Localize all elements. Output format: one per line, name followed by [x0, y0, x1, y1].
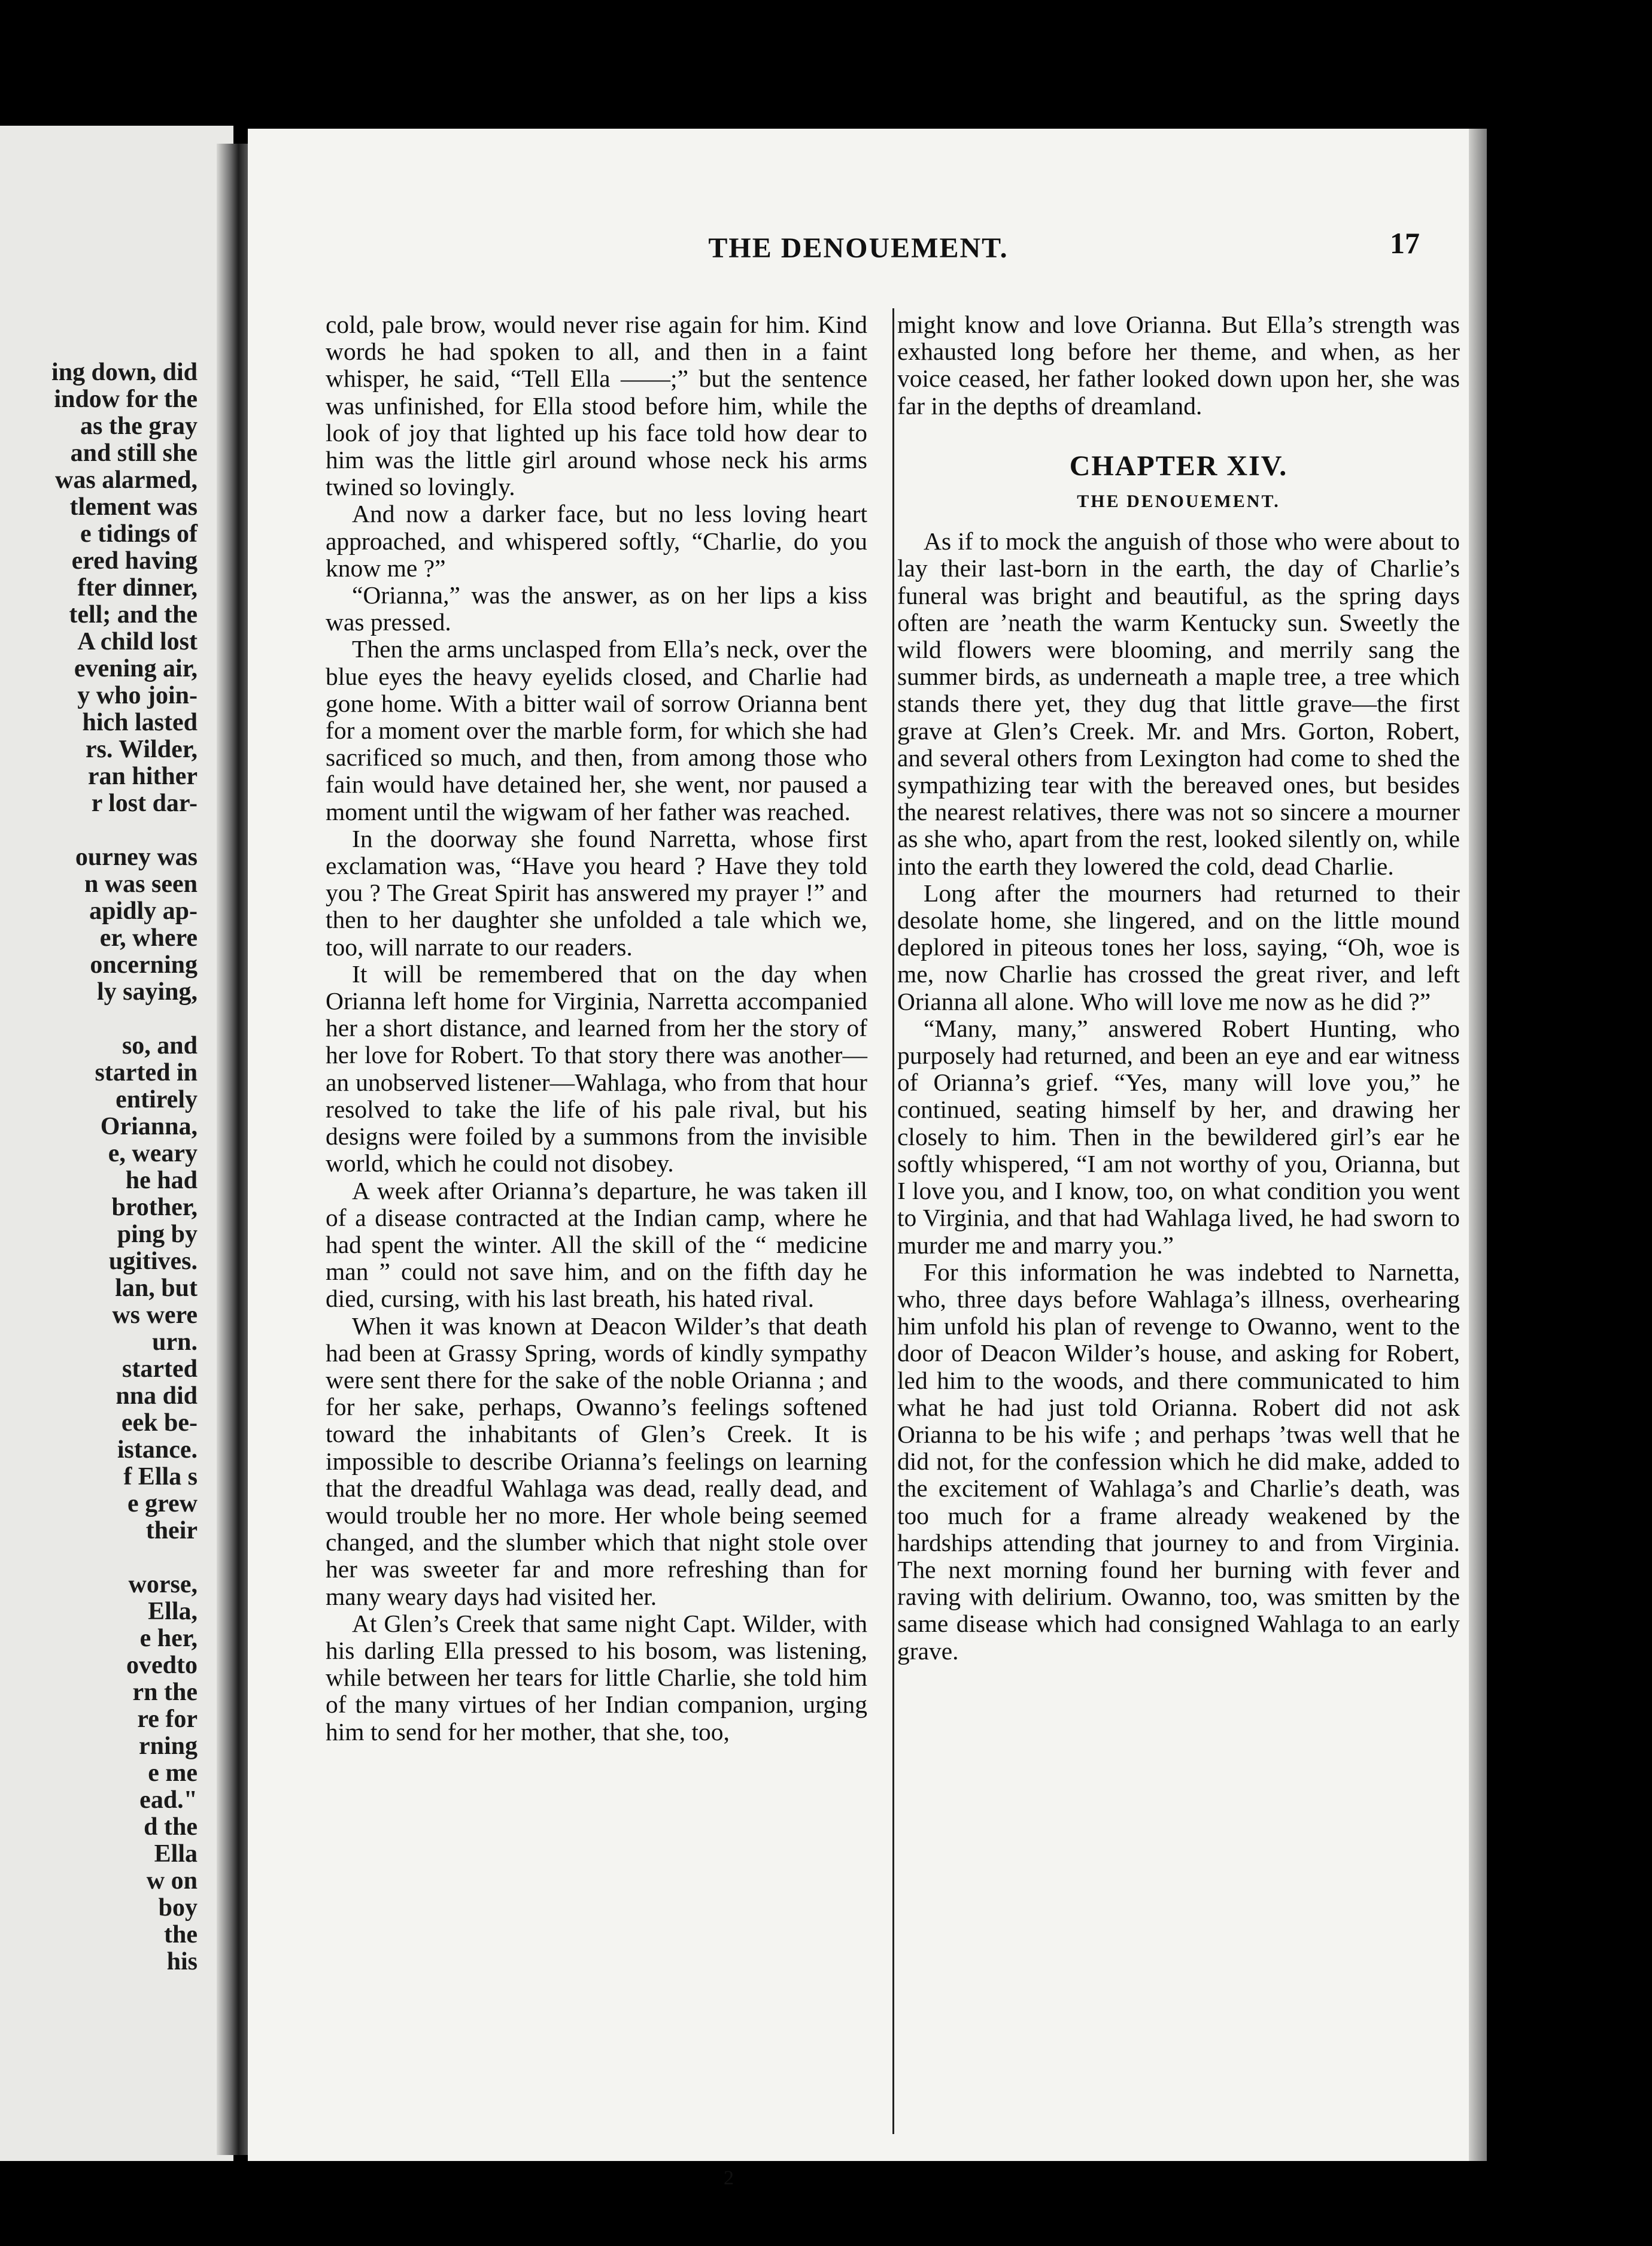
left-page-line: eek be-	[121, 1409, 198, 1437]
chapter-title: CHAPTER XIV.	[1069, 450, 1288, 482]
left-page-line: his	[166, 1948, 198, 1975]
left-page-line: urn.	[152, 1328, 198, 1356]
left-page	[0, 126, 233, 2161]
page-edge	[1469, 129, 1487, 2161]
left-page-line: started	[122, 1355, 198, 1383]
signature-mark: 2	[724, 2167, 734, 2189]
left-page-line: e tidings of	[80, 520, 198, 548]
left-page-line: e grew	[127, 1490, 198, 1517]
left-page-line: n was seen	[84, 870, 198, 898]
left-page-line: f Ella s	[123, 1463, 198, 1491]
left-page-line: their	[145, 1517, 198, 1544]
left-page-line: hich lasted	[82, 709, 198, 736]
left-page-line: er, where	[99, 924, 198, 952]
left-page-line: fter dinner,	[77, 574, 198, 602]
left-page-line: and still she	[70, 439, 198, 467]
left-page-line: as the gray	[80, 412, 198, 440]
left-page-line: nna did	[116, 1382, 198, 1410]
left-page-line: ly saying,	[96, 978, 198, 1006]
left-page-line: entirely	[116, 1086, 198, 1113]
left-page-line: rs. Wilder,	[85, 736, 198, 763]
paragraph: At Glen’s Creek that same night Capt. Wilder, with his darling Ella pressed to his bosom, was listening, while between her tears for little Charlie, she told him of the many virtues of her Indian companion, urging him to send for her mother, that she, too,	[326, 1609, 867, 1746]
left-page-line: ourney was	[75, 843, 198, 871]
left-page-line: the	[164, 1921, 198, 1948]
left-page-line: lan, but	[115, 1274, 198, 1302]
paragraph: “Orianna,” was the answer, as on her lips a kiss was pressed.	[326, 581, 867, 636]
left-page-line: ing down, did	[51, 359, 198, 386]
left-page-line: y who join-	[77, 682, 198, 709]
left-page-line: tell; and the	[69, 601, 198, 629]
paragraph: For this information he was indebted to Narnetta, who, three days before Wahlaga’s illness, overhearing him unfold his plan of revenge to Owanno, went to the door of Deacon Wilder’s house, and asking for Robert, led him to the woods, and there communicated to him what he had just told Orianna. Robert did not ask Orianna to be his wife ; and perhaps ’twas well that he did not, for the confession which he did make, added to the excitement of Wahlaga’s and Charlie’s death, was too much for a frame already weakened by the hardships attending that journey to and from Virginia. The next morning found her burning with fever and raving with delirium. Owanno, too, was smitten by the same disease which had consigned Wahlaga to an early grave.	[897, 1258, 1460, 1665]
left-page-text	[0, 359, 198, 1975]
left-page-line: istance.	[117, 1436, 198, 1464]
left-page-line: worse,	[128, 1571, 198, 1598]
left-page-line: ead."	[139, 1786, 198, 1814]
text-column-left	[326, 311, 867, 1746]
paragraph: might know and love Orianna. But Ella’s strength was exhausted long before her theme, and when, as her voice ceased, her father looked down upon her, she was far in the depths of dreamland.	[897, 311, 1460, 420]
left-page-line: A child lost	[77, 628, 198, 655]
left-page-line: e me	[148, 1759, 198, 1787]
left-page-line: w on	[146, 1867, 198, 1895]
left-page-line: Ella,	[148, 1598, 198, 1625]
left-page-line: was alarmed,	[55, 466, 198, 494]
left-page-line	[0, 1006, 198, 1033]
paragraph: Then the arms unclasped from Ella’s neck, over the blue eyes the heavy eyelids closed, and Charlie had gone home. With a bitter wail of sorrow Orianna bent for a moment over the marble form, for which she had sacrificed so much, and then, from among those who fain would have detained her, she went, nor paused a moment until the wigwam of her father was reached.	[326, 635, 867, 825]
right-page	[248, 129, 1469, 2189]
left-page-line: apidly ap-	[89, 897, 198, 925]
left-page-line: Ella	[154, 1840, 198, 1868]
paragraph: Long after the mourners had returned to their desolate home, she lingered, and on the little mound deplored in piteous tones her loss, saying, “Oh, woe is me, now Charlie has crossed the great river, and left Orianna all alone. Who will love me now as he did ?”	[897, 879, 1460, 1015]
left-page-line: rning	[138, 1732, 198, 1760]
left-page-line: started in	[95, 1059, 198, 1086]
left-page-line: tlement was	[69, 493, 198, 521]
left-page-line: rn the	[132, 1679, 198, 1706]
paragraph: And now a darker face, but no less loving heart approached, and whispered softly, “Charlie, do you know me ?”	[326, 500, 867, 582]
paragraph: In the doorway she found Narretta, whose first exclamation was, “Have you heard ? Have they told you ? The Great Spirit has answered my prayer !” and then to her daughter she unfolded a tale which we, too, will narrate to our readers.	[326, 824, 867, 961]
left-page-line: so, and	[122, 1032, 198, 1060]
left-page-line: ugitives.	[108, 1248, 198, 1275]
book-spine	[217, 144, 248, 2155]
left-page-line: re for	[137, 1705, 198, 1733]
left-page-line: ws were	[112, 1301, 198, 1329]
left-page-line: oncerning	[90, 951, 198, 979]
page-number: 17	[1390, 226, 1420, 260]
paragraph: A week after Orianna’s departure, he was taken ill of a disease contracted at the Indian camp, where he had spent the winter. All the skill of the “ medicine man ” could not save him, and on the fifth day he died, cursing, with his last breath, his hated rival.	[326, 1176, 867, 1313]
text-column-right	[897, 311, 1469, 1665]
paragraph: As if to mock the anguish of those who were about to lay their last-born in the earth, the day of Charlie’s funeral was bright and beautiful, as the spring days often are ’neath the warm Kentucky sun. Sweetly the wild flowers were blooming, and merrily sang the summer birds, as underneath a maple tree, a tree which stands there yet, they dug that little grave—the first grave at Glen’s Creek. Mr. and Mrs. Gorton, Robert, and several others from Lexington had come to shed the sympathizing tear with the bereaved ones, but besides the nearest relatives, there was not so sincere a mourner as she who, apart from the rest, looked silently on, while into the earth they lowered the cold, dead Charlie.	[897, 527, 1460, 880]
left-page-line: ran hither	[87, 763, 198, 790]
paragraph: “Many, many,” answered Robert Hunting, who purposely had returned, and been an eye and ear witness of Orianna’s grief. “Yes, many will love you,” he continued, seating himself by her, and drawing her closely to him. Then in the bewildered girl’s ear he softly whispered, “I am not worthy of you, Orianna, but I love you, and I know, too, on what condition you went to Virginia, and that had Wahlaga lived, he had sworn to murder me and marry you.”	[897, 1014, 1460, 1259]
paragraph: It will be remembered that on the day when Orianna left home for Virginia, Narretta accompanied her a short distance, and learned from her the story of her love for Robert. To that story there was another—an unobserved listener—Wahlaga, who from that hour resolved to take the life of his pale rival, but his designs were foiled by a summons from the invisible world, which he could not disobey.	[326, 960, 867, 1177]
left-page-line: brother,	[111, 1194, 198, 1221]
left-page-line: he had	[125, 1167, 198, 1194]
left-page-line: evening air,	[74, 655, 198, 682]
left-page-line: e her,	[139, 1625, 198, 1652]
left-page-line	[0, 1544, 198, 1571]
paragraph: cold, pale brow, would never rise again for him. Kind words he had spoken to all, and then in a faint whisper, he said, “Tell Ella ——;” but the sentence was unfinished, for Ella stood before him, while the look of joy that lighted up his face told how dear to him was the little girl around whose neck his arms twined so lovingly.	[326, 311, 867, 501]
left-page-line: boy	[158, 1894, 198, 1922]
left-page-line: d the	[144, 1813, 198, 1841]
left-page-line: e, weary	[108, 1140, 198, 1167]
left-page-line: ping by	[117, 1221, 198, 1248]
chapter-subtitle: THE DENOUEMENT.	[1077, 491, 1280, 512]
left-page-line: Orianna,	[100, 1113, 198, 1140]
left-page-line: ered having	[71, 547, 198, 575]
left-page-line: r lost dar-	[91, 790, 198, 817]
left-page-line	[0, 817, 198, 844]
column-divider	[892, 308, 894, 2134]
running-head-title: THE DENOUEMENT.	[708, 232, 1009, 264]
left-page-line: indow for the	[54, 386, 198, 413]
paragraph: When it was known at Deacon Wilder’s that death had been at Grassy Spring, words of kindly sympathy were sent there for the sake of the noble Orianna ; and for her sake, perhaps, Owanno’s feelings softened toward the inhabitants of Glen’s Creek. It is impossible to describe Orianna’s feelings on learning that the dreadful Wahlaga was dead, really dead, and would trouble her no more. Her whole being seemed changed, and the slumber which that night stole over her was sweeter far and more refreshing than for many weary days had visited her.	[326, 1312, 867, 1610]
left-page-line: ovedto	[126, 1652, 198, 1679]
running-head	[248, 226, 1469, 280]
